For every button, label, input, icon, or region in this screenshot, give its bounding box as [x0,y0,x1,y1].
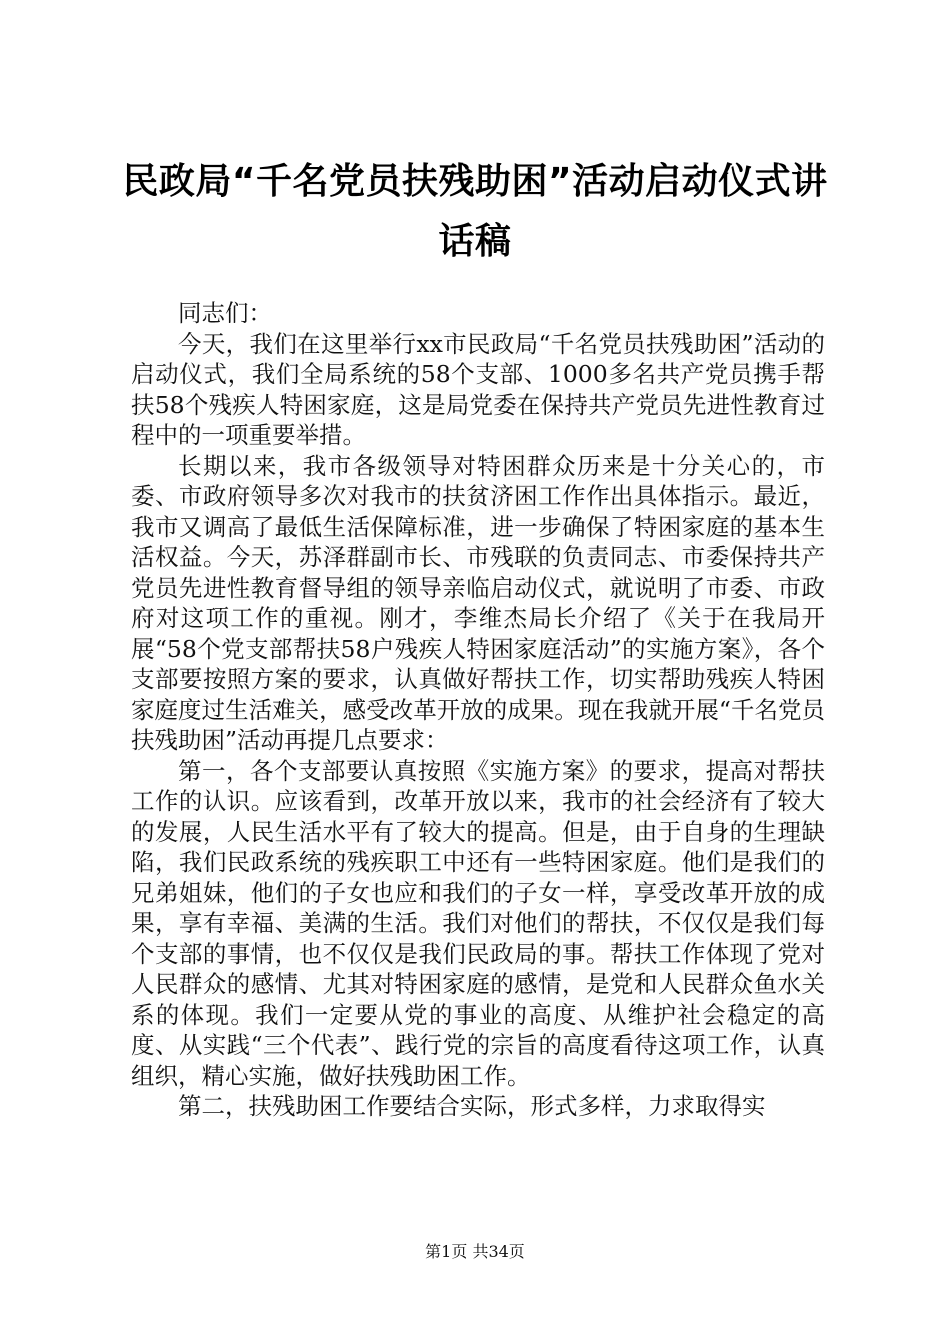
document-body [131,298,825,1122]
body-paragraph: 第二，扶残助困工作要结合实际，形式多样，力求取得实 [178,1092,766,1120]
document-title: 民政局“千名党员扶残助困”活动启动仪式讲话稿 [122,161,828,262]
body-paragraph: 今天，我们在这里举行xx市民政局“千名党员扶残助困”活动的启动仪式，我们全局系统的58个支部、1000多名共产党员携手帮扶58个残疾人特困家庭，这是局党委在保持共产党员先进性教育过程中的一项重要举措。 [131,329,825,449]
body-paragraph: 长期以来，我市各级领导对特困群众历来是十分关心的，市委、市政府领导多次对我市的扶贫济困工作作出具体指示。最近，我市又调高了最低生活保障标准，进一步确保了特困家庭的基本生活权益。今天，苏泽群副市长、市残联的负责同志、市委保持共产党员先进性教育督导组的领导亲临启动仪式，就说明了市委、市政府对这项工作的重视。刚才，李维杰局长介绍了《关于在我局开展“58个党支部帮扶58户残疾人特困家庭活动”的实施方案》，各个支部要按照方案的要求，认真做好帮扶工作，切实帮助残疾人特困家庭度过生活难关，感受改革开放的成果。现在我就开展“千名党员扶残助困”活动再提几点要求： [131,451,825,754]
salutation-paragraph: 同志们： [178,299,272,327]
page-number-footer: 第1页 共34页 [425,1242,525,1261]
body-paragraph: 第一，各个支部要认真按照《实施方案》的要求，提高对帮扶工作的认识。应该看到，改革开放以来，我市的社会经济有了较大的发展，人民生活水平有了较大的提高。但是，由于自身的生理缺陷，我们民政系统的残疾职工中还有一些特困家庭。他们是我们的兄弟姐妹，他们的子女也应和我们的子女一样，享受改革开放的成果，享有幸福、美满的生活。我们对他们的帮扶，不仅仅是我们每个支部的事情，也不仅仅是我们民政局的事。帮扶工作体现了党对人民群众的感情、尤其对特困家庭的感情，是党和人民群众鱼水关系的体现。我们一定要从党的事业的高度、从维护社会稳定的高度、从实践“三个代表”、践行党的宗旨的高度看待这项工作，认真组织，精心实施，做好扶残助困工作。 [131,756,825,1090]
